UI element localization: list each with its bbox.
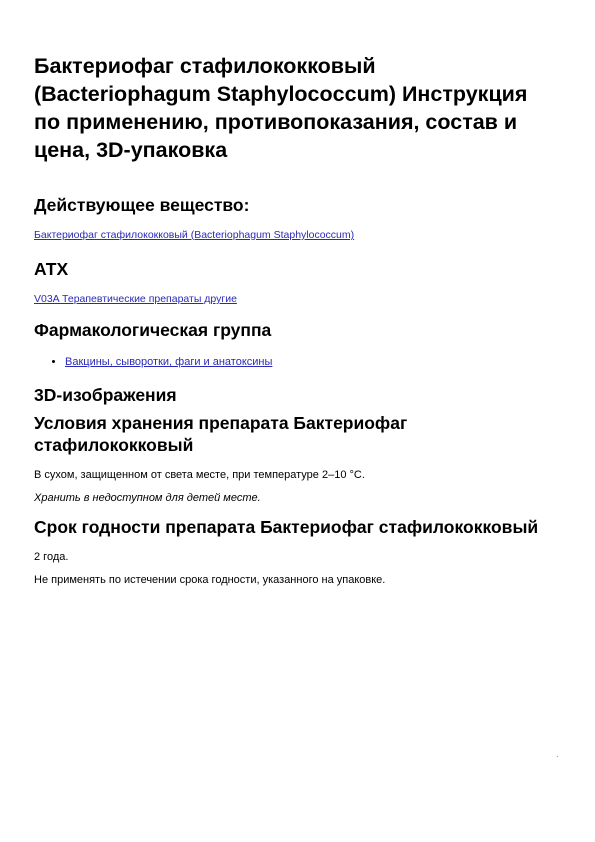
document-page: [34, 52, 554, 587]
active-substance-heading: Действующее вещество:: [34, 195, 250, 215]
pharm-group-link[interactable]: Вакцины, сыворотки, фаги и анатоксины: [65, 356, 273, 368]
shelf-life-note: Не применять по истечении срока годности, указанного на упаковке.: [34, 574, 386, 586]
shelf-life-heading: Срок годности препарата Бактериофаг стафилококковый: [34, 517, 539, 537]
shelf-life-value: 2 года.: [34, 551, 69, 563]
storage-note: Хранить в недоступном для детей месте.: [34, 492, 261, 504]
storage-heading: Условия хранения препарата Бактериофаг стафилококковый: [34, 413, 408, 455]
pharm-group-list: [34, 355, 554, 369]
images-3d-heading: 3D-изображения: [34, 385, 177, 405]
page-marker-dot: [556, 755, 559, 758]
list-item: [65, 355, 554, 369]
storage-text: В сухом, защищенном от света месте, при температуре 2–10 °C.: [34, 469, 365, 481]
active-substance-link[interactable]: Бактериофаг стафилококковый (Bacteriophagum Staphylococcum): [34, 229, 355, 241]
atc-heading: АТХ: [34, 259, 69, 279]
atc-link[interactable]: V03A Терапевтические препараты другие: [34, 293, 237, 305]
page-title: Бактериофаг стафилококковый (Bacteriophagum Staphylococcum) Инструкция по применению, противопоказания, состав и цена, 3D-упаковка: [34, 54, 528, 162]
pharm-group-heading: Фармакологическая группа: [34, 320, 272, 340]
